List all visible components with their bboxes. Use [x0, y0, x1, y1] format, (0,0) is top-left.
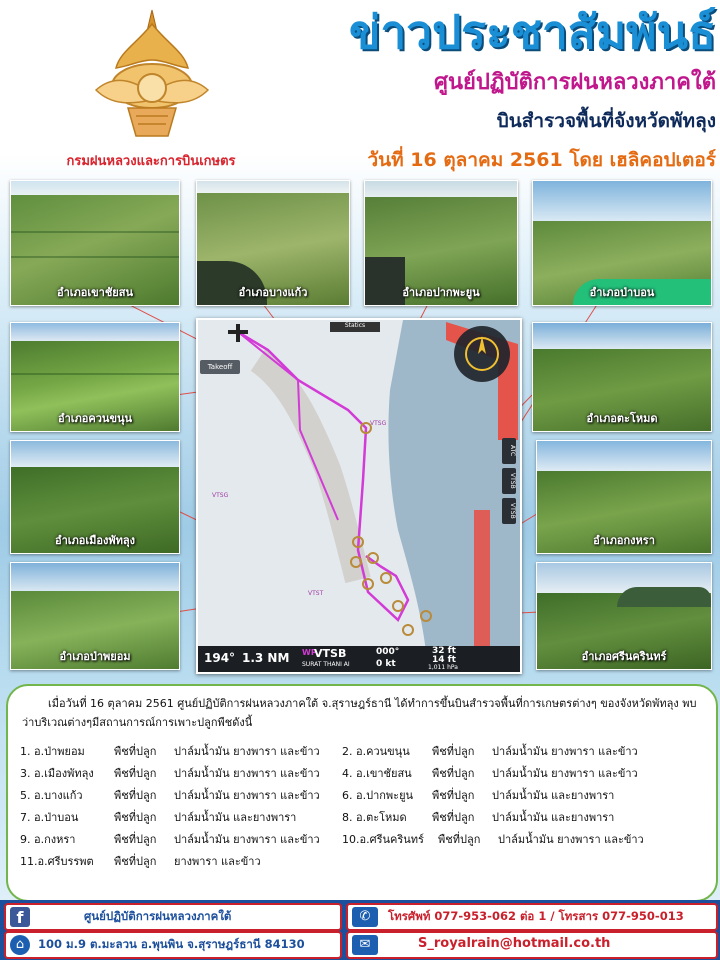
- list-item: 7. อ.ป่าบอน: [20, 811, 79, 824]
- photo-kong-ra: [536, 440, 712, 554]
- crop-value: ยางพารา และข้าว: [174, 855, 261, 868]
- crop-value: ปาล์มน้ำมัน ยางพารา และข้าว: [174, 767, 320, 780]
- facebook-box[interactable]: [4, 903, 342, 931]
- list-item: 3. อ.เมืองพัทลุง: [20, 767, 94, 780]
- photo-caption: อำเภอเขาชัยสน: [56, 286, 133, 299]
- photo-caption: อำเภอศรีนครินทร์: [581, 650, 667, 663]
- list-item: 11.อ.ศรีบรรพต: [20, 855, 94, 868]
- altitude-agl-readout: 14 ft: [432, 655, 456, 665]
- page-title: ข่าวประชาสัมพันธ์: [348, 5, 716, 59]
- photo-pak-phayun: [364, 180, 518, 306]
- photo-khuan-khanun: [10, 322, 180, 432]
- photo-pa-bon: [532, 180, 712, 306]
- crop-label: พืชที่ปลูก: [432, 811, 475, 824]
- crop-value: ปาล์มน้ำมัน ยางพารา และข้าว: [498, 833, 644, 846]
- waypoint-label: VTST: [308, 590, 324, 597]
- list-item: 10.อ.ศรีนครินทร์: [342, 833, 424, 846]
- list-item: 1. อ.ป่าพยอม: [20, 745, 85, 758]
- side-button-atc[interactable]: ATC: [502, 438, 516, 464]
- speed-readout: 0 kt: [376, 659, 396, 669]
- flight-date-line: วันที่ 16 ตุลาคม 2561 โดย เฮลิคอปเตอร์: [367, 149, 716, 171]
- distance-readout: 1.3 NM: [242, 651, 290, 665]
- photo-caption: อำเภอกงหรา: [593, 534, 655, 547]
- waypoint-readout: VTSB: [314, 647, 347, 660]
- org-name: กรมฝนหลวงและการบินเกษตร: [66, 154, 236, 169]
- side-button-vtsb[interactable]: VTSB: [502, 468, 516, 494]
- crop-label: พืชที่ปลูก: [114, 789, 157, 802]
- photo-caption: อำเภอเมืองพัทลุง: [54, 534, 135, 547]
- crop-value: ปาล์มน้ำมัน และยางพารา: [174, 811, 297, 824]
- map-top-label: Statics: [330, 322, 380, 332]
- list-item: 2. อ.ควนขนุน: [342, 745, 410, 758]
- photo-caption: อำเภอป่าพยอม: [59, 650, 131, 663]
- summary-intro: เมื่อวันที่ 16 ตุลาคม 2561 ศูนย์ปฏิบัติการฝนหลวงภาคใต้ จ.สุราษฎร์ธานี ได้ทำการขึ้นบินสำรวจพื้นที่การเกษตรต่างๆ ของจังหวัดพัทลุง พบว่าบริเวณต่างๆมีสถานการณ์การเพาะปลูกพืชดังนี้: [22, 697, 697, 729]
- home-icon: ⌂: [10, 935, 30, 955]
- crop-value: ปาล์มน้ำมัน ยางพารา และข้าว: [174, 745, 320, 758]
- photo-bang-kaeo: [196, 180, 350, 306]
- heading-readout: 194°: [204, 651, 236, 665]
- crop-value: ปาล์มน้ำมัน และยางพารา: [492, 811, 615, 824]
- crop-label: พืชที่ปลูก: [114, 855, 157, 868]
- map-status-bar: [198, 646, 520, 672]
- crop-value: ปาล์มน้ำมัน ยางพารา และข้าว: [492, 745, 638, 758]
- address-box: [4, 931, 342, 959]
- phone-fax: โทรศัพท์ 077-953-062 ต่อ 1 / โทรสาร 077-950-013: [388, 909, 684, 923]
- list-item: 8. อ.ตะโหมด: [342, 811, 407, 824]
- photo-si-nakharin: [536, 562, 712, 670]
- list-item: 5. อ.บางแก้ว: [20, 789, 83, 802]
- track-readout: 000°: [376, 647, 400, 657]
- crop-label: พืชที่ปลูก: [438, 833, 481, 846]
- page-subtitle: ศูนย์ปฏิบัติการฝนหลวงภาคใต้: [434, 70, 716, 95]
- phone-box[interactable]: [346, 903, 718, 931]
- phone-icon: ✆: [352, 907, 378, 927]
- facebook-page-name: ศูนย์ปฏิบัติการฝนหลวงภาคใต้: [84, 909, 232, 923]
- photo-khao-chaison: [10, 180, 180, 306]
- photo-caption: อำเภอบางแก้ว: [238, 286, 308, 299]
- crop-label: พืชที่ปลูก: [114, 811, 157, 824]
- photo-mueang-phatthalung: [10, 440, 180, 554]
- crop-label: พืชที่ปลูก: [114, 745, 157, 758]
- crop-label: พืชที่ปลูก: [114, 767, 157, 780]
- airport-name: SURAT THANI AI: [302, 661, 350, 668]
- photo-pa-phayom: [10, 562, 180, 670]
- waypoint-label: VTSG: [370, 420, 387, 427]
- side-button-vtsb-2[interactable]: VTSB: [502, 498, 516, 524]
- crop-value: ปาล์มน้ำมัน ยางพารา และข้าว: [174, 833, 320, 846]
- waypoint-prefix: WP: [302, 648, 317, 657]
- survey-summary-box: [6, 684, 718, 902]
- photo-caption: อำเภอปากพะยูน: [402, 286, 480, 299]
- flight-area-line: บินสำรวจพื้นที่จังหวัดพัทลุง: [496, 110, 716, 132]
- photo-caption: อำเภอตะโหมด: [586, 412, 658, 425]
- crop-value: ปาล์มน้ำมัน ยางพารา และข้าว: [174, 789, 320, 802]
- crop-value: ปาล์มน้ำมัน และยางพารา: [492, 789, 615, 802]
- crop-label: พืชที่ปลูก: [432, 745, 475, 758]
- email-icon: ✉: [352, 935, 378, 955]
- flight-route-map: [196, 318, 522, 674]
- email-box[interactable]: [346, 931, 718, 959]
- crop-label: พืชที่ปลูก: [432, 767, 475, 780]
- waypoint-label: VTSG: [212, 492, 229, 499]
- email-address: S_royalrain@hotmail.co.th: [418, 936, 611, 951]
- crop-value: ปาล์มน้ำมัน ยางพารา และข้าว: [492, 767, 638, 780]
- crop-label: พืชที่ปลูก: [432, 789, 475, 802]
- photo-tamot: [532, 322, 712, 432]
- list-item: 4. อ.เขาชัยสน: [342, 767, 412, 780]
- address: 100 ม.9 ต.มะลวน อ.พุนพิน จ.สุราษฎร์ธานี 84130: [38, 937, 305, 951]
- photo-caption: อำเภอควนขนุน: [57, 412, 132, 425]
- facebook-icon: f: [10, 907, 30, 927]
- takeoff-label: Takeoff: [200, 360, 240, 374]
- altitude-readout: 32 ft: [432, 646, 456, 656]
- list-item: 9. อ.กงหรา: [20, 833, 76, 846]
- photo-caption: อำเภอป่าบอน: [589, 286, 655, 299]
- pressure-readout: 1,011 hPa: [428, 664, 458, 671]
- list-item: 6. อ.ปากพะยูน: [342, 789, 414, 802]
- crop-label: พืชที่ปลูก: [114, 833, 157, 846]
